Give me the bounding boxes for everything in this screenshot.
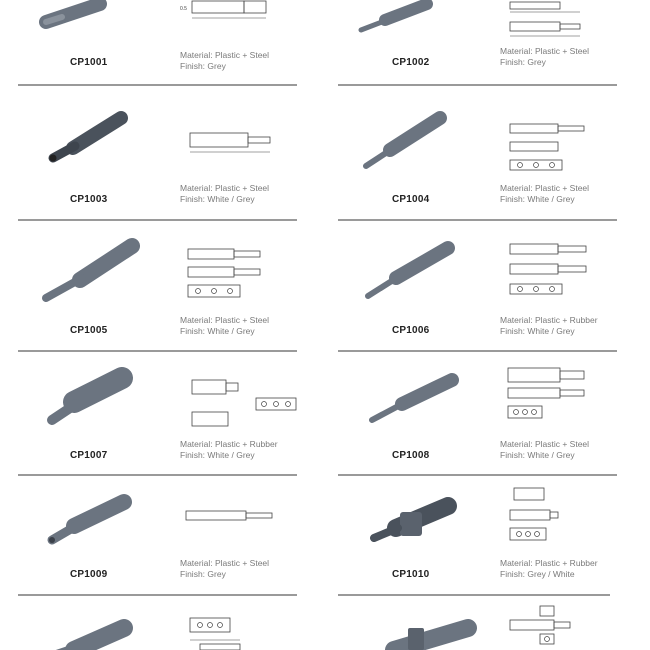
finish-text: Finish: Grey / White [500,568,575,579]
product-spec [180,315,269,336]
technical-drawing-icon [500,118,600,178]
divider [338,84,617,86]
damper-photo-icon [366,494,462,552]
technical-drawing-icon [500,484,600,550]
material-text: Material: Plastic + Steel [180,315,270,325]
material-text: Material: Plastic + Steel [180,183,270,193]
technical-drawing-icon [180,372,300,432]
material-text: Material: Plastic + Rubber [500,315,598,325]
technical-drawing-icon [180,505,280,527]
product-code: CP1004 [392,194,430,205]
divider [18,474,297,476]
product-spec [180,50,269,71]
technical-drawing-icon [500,364,600,428]
technical-drawing-icon [500,240,600,300]
product-code: CP1010 [392,569,430,580]
product-code: CP1002 [392,57,430,68]
damper-photo-icon [44,612,134,650]
finish-text: Finish: White / Grey [500,449,575,460]
damper-photo-icon [40,236,140,308]
finish-text: Finish: Grey [180,60,226,71]
material-text: Material: Plastic + Rubber [180,439,278,449]
damper-photo-icon [366,370,462,430]
product-spec [500,315,598,336]
divider [18,84,297,86]
damper-photo-icon [360,108,450,174]
finish-text: Finish: White / Grey [500,193,575,204]
finish-text: Finish: Grey [180,568,226,579]
divider [18,594,297,596]
technical-drawing-icon [180,243,280,303]
product-code: CP1008 [392,450,430,461]
material-text: Material: Plastic + Steel [500,439,590,449]
technical-drawing-icon [180,612,280,650]
product-code: CP1001 [70,57,108,68]
damper-photo-icon [44,492,134,552]
product-code: CP1006 [392,325,430,336]
technical-drawing-icon [180,128,280,158]
svg-text:0.5: 0.5 [180,6,187,12]
damper-photo-icon [380,612,480,650]
technical-drawing-icon [500,0,600,40]
material-text: Material: Plastic + Rubber [500,558,598,568]
product-spec [180,439,278,460]
product-spec [500,558,598,579]
product-spec [500,183,589,204]
material-text: Material: Plastic + Steel [180,50,270,60]
material-text: Material: Plastic + Steel [500,46,590,56]
product-code: CP1003 [70,194,108,205]
damper-photo-icon [362,238,458,304]
damper-photo-icon [355,0,435,34]
damper-photo-icon [38,0,108,30]
material-text: Material: Plastic + Steel [180,558,270,568]
product-code: CP1007 [70,450,108,461]
product-spec [180,558,269,579]
divider [338,474,617,476]
finish-text: Finish: White / Grey [500,325,575,336]
divider [338,219,617,221]
product-spec [500,439,589,460]
product-code: CP1005 [70,325,108,336]
finish-text: Finish: White / Grey [180,193,255,204]
technical-drawing-icon [180,0,280,22]
product-spec [180,183,269,204]
divider [338,594,610,596]
finish-text: Finish: White / Grey [180,449,255,460]
finish-text: Finish: White / Grey [180,325,255,336]
product-spec [500,46,589,67]
product-code: CP1009 [70,569,108,580]
divider [18,350,297,352]
material-text: Material: Plastic + Steel [500,183,590,193]
damper-photo-icon [45,108,135,168]
technical-drawing-icon [500,604,600,650]
divider [18,219,297,221]
divider [338,350,617,352]
damper-photo-icon [44,366,134,432]
finish-text: Finish: Grey [500,56,546,67]
